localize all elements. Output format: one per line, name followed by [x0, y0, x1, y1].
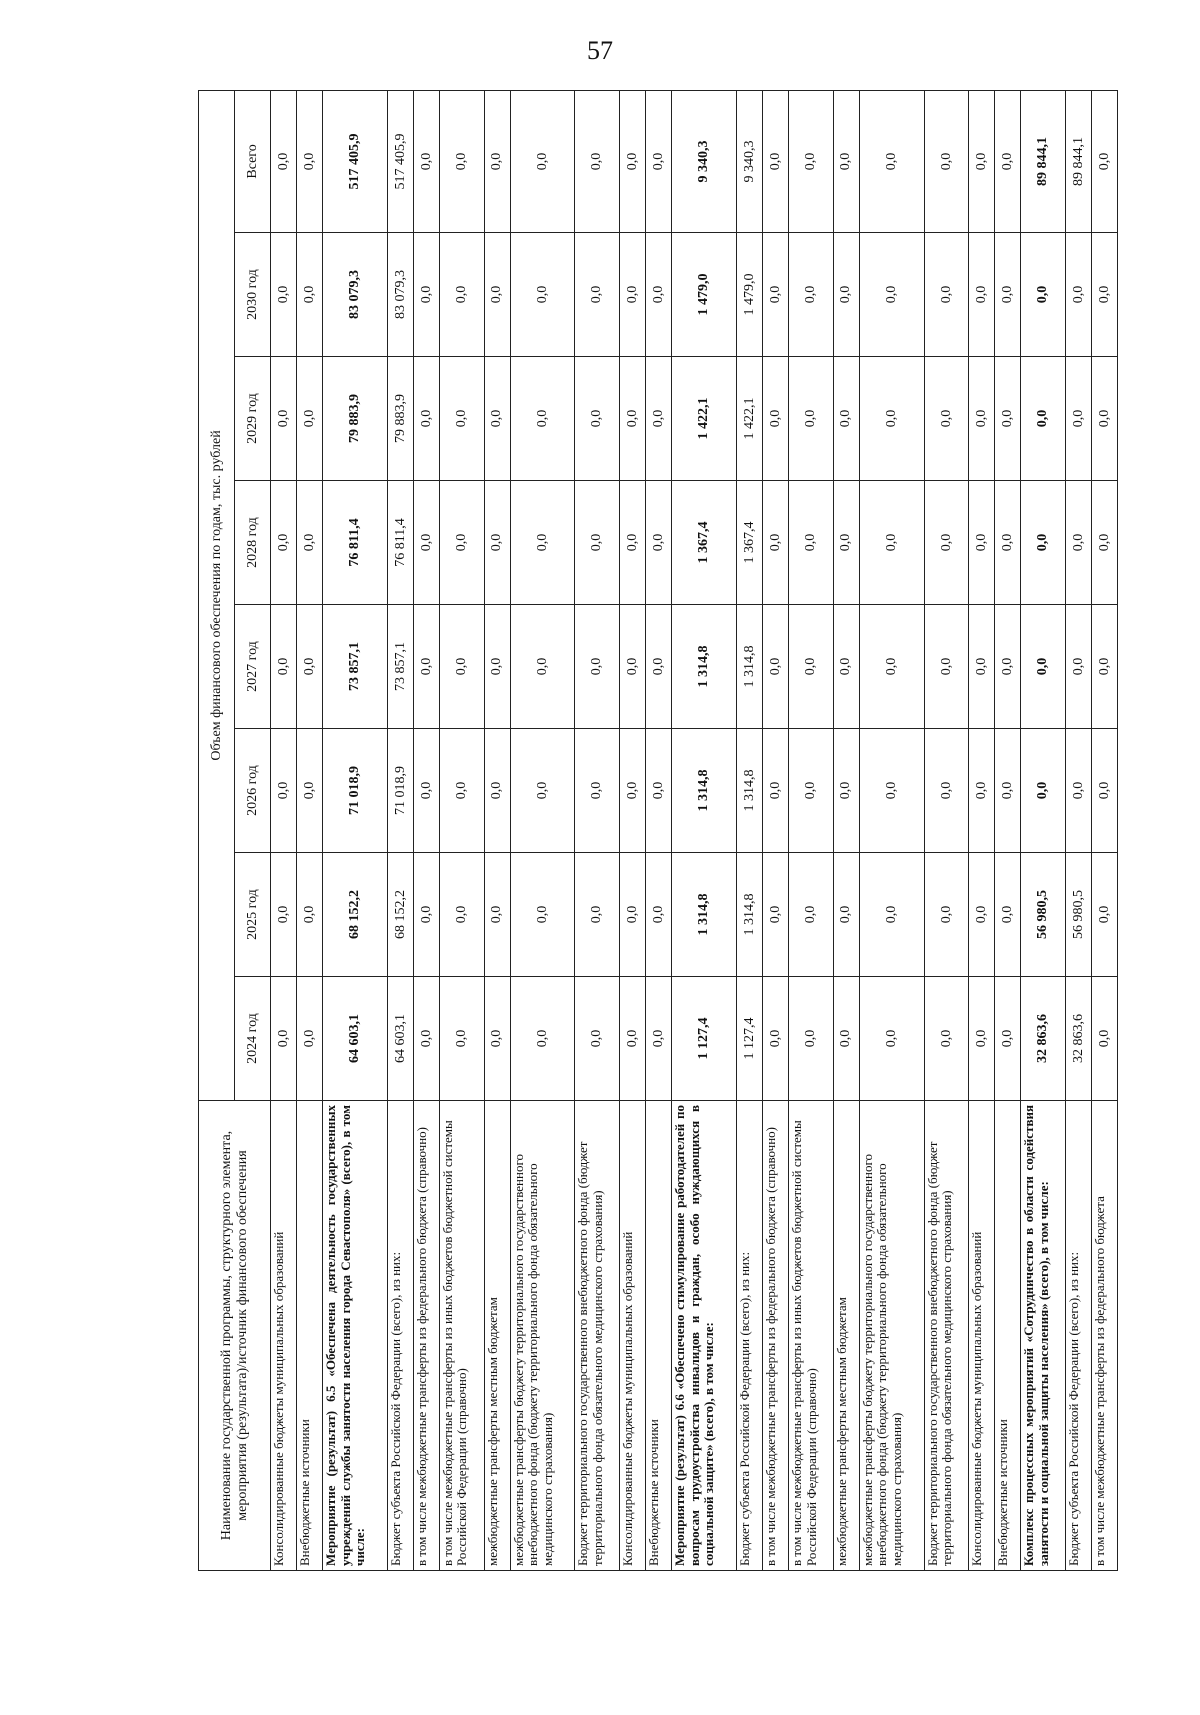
value-cell: 0,0 — [620, 977, 646, 1101]
funding-table — [198, 90, 1118, 1571]
value-cell: 0,0 — [271, 853, 297, 977]
value-cell: 0,0 — [620, 481, 646, 605]
value-cell: 0,0 — [575, 357, 620, 481]
value-cell: 0,0 — [510, 357, 575, 481]
value-cell: 0,0 — [296, 357, 322, 481]
value-cell: 0,0 — [575, 853, 620, 977]
value-cell: 0,0 — [859, 357, 924, 481]
value-cell: 0,0 — [646, 481, 672, 605]
value-cell: 0,0 — [924, 233, 969, 357]
value-cell: 0,0 — [995, 977, 1021, 1101]
value-cell: 0,0 — [296, 605, 322, 729]
value-cell: 0,0 — [1091, 977, 1117, 1101]
value-cell: 0,0 — [995, 729, 1021, 853]
value-cell: 0,0 — [969, 481, 995, 605]
header-name-cell: Наименование государственной программы, структурного элемента, мероприятия (результата)/источник финансового обеспечения — [199, 1101, 271, 1571]
value-cell: 0,0 — [271, 729, 297, 853]
value-cell: 0,0 — [620, 853, 646, 977]
row-name-cell: Мероприятие (результат) 6.5 «Обеспечена деятельность государственных учреждений службы занятости населения города Севастополя» (всего), в том числе: — [322, 1101, 387, 1571]
value-cell: 0,0 — [510, 853, 575, 977]
table-row — [859, 90, 924, 1570]
table-row — [510, 90, 575, 1570]
value-cell: 517 405,9 — [387, 90, 413, 232]
rotated-table-container — [198, 91, 1118, 1571]
value-cell: 0,0 — [859, 853, 924, 977]
value-cell: 0,0 — [439, 90, 484, 232]
table-row — [995, 90, 1021, 1570]
table-row — [672, 90, 737, 1570]
value-cell: 0,0 — [510, 233, 575, 357]
value-cell: 0,0 — [788, 605, 833, 729]
row-name-cell: Внебюджетные источники — [995, 1101, 1021, 1571]
row-name-cell: в том числе межбюджетные трансферты из иных бюджетов бюджетной системы Российской Федерации (справочно) — [439, 1101, 484, 1571]
value-cell: 0,0 — [413, 481, 439, 605]
value-cell: 0,0 — [439, 481, 484, 605]
table-row — [924, 90, 969, 1570]
value-cell: 0,0 — [1021, 357, 1066, 481]
value-cell: 0,0 — [620, 357, 646, 481]
value-cell: 0,0 — [1091, 90, 1117, 232]
value-cell: 1 422,1 — [737, 357, 763, 481]
value-cell: 0,0 — [484, 729, 510, 853]
value-cell: 0,0 — [439, 605, 484, 729]
table-row — [322, 90, 387, 1570]
year-header-cell: 2030 год — [235, 233, 271, 357]
value-cell: 64 603,1 — [387, 977, 413, 1101]
table-row — [484, 90, 510, 1570]
value-cell: 0,0 — [575, 481, 620, 605]
year-header-cell: 2027 год — [235, 605, 271, 729]
value-cell: 1 314,8 — [737, 853, 763, 977]
row-name-cell: Бюджет субъекта Российской Федерации (всего), из них: — [1065, 1101, 1091, 1571]
value-cell: 0,0 — [439, 233, 484, 357]
value-cell: 0,0 — [1065, 481, 1091, 605]
table-row — [1065, 90, 1091, 1570]
header-group-cell: Объем финансового обеспечения по годам, тыс. рублей — [199, 90, 235, 1100]
table-row — [413, 90, 439, 1570]
value-cell: 0,0 — [1091, 853, 1117, 977]
value-cell: 0,0 — [413, 977, 439, 1101]
value-cell: 0,0 — [510, 605, 575, 729]
value-cell: 0,0 — [1065, 605, 1091, 729]
table-row — [387, 90, 413, 1570]
row-name-cell: в том числе межбюджетные трансферты из федерального бюджета (справочно) — [413, 1101, 439, 1571]
value-cell: 64 603,1 — [322, 977, 387, 1101]
value-cell: 0,0 — [833, 853, 859, 977]
value-cell: 0,0 — [413, 729, 439, 853]
value-cell: 0,0 — [1065, 729, 1091, 853]
value-cell: 73 857,1 — [387, 605, 413, 729]
value-cell: 0,0 — [969, 90, 995, 232]
value-cell: 1 127,4 — [737, 977, 763, 1101]
row-name-cell: в том числе межбюджетные трансферты из иных бюджетов бюджетной системы Российской Федерации (справочно) — [788, 1101, 833, 1571]
table-row — [296, 90, 322, 1570]
value-cell: 1 314,8 — [737, 729, 763, 853]
value-cell: 0,0 — [271, 605, 297, 729]
row-name-cell: Бюджет субъекта Российской Федерации (всего), из них: — [387, 1101, 413, 1571]
value-cell: 68 152,2 — [322, 853, 387, 977]
value-cell: 83 079,3 — [322, 233, 387, 357]
value-cell: 0,0 — [484, 605, 510, 729]
value-cell: 0,0 — [510, 90, 575, 232]
value-cell: 0,0 — [788, 729, 833, 853]
value-cell: 0,0 — [969, 605, 995, 729]
value-cell: 0,0 — [271, 977, 297, 1101]
value-cell: 0,0 — [484, 357, 510, 481]
value-cell: 0,0 — [271, 357, 297, 481]
value-cell: 0,0 — [924, 605, 969, 729]
value-cell: 0,0 — [575, 977, 620, 1101]
table-row — [762, 90, 788, 1570]
value-cell: 0,0 — [413, 605, 439, 729]
value-cell: 32 863,6 — [1021, 977, 1066, 1101]
value-cell: 32 863,6 — [1065, 977, 1091, 1101]
row-name-cell: межбюджетные трансферты местным бюджетам — [484, 1101, 510, 1571]
value-cell: 0,0 — [271, 90, 297, 232]
value-cell: 0,0 — [859, 729, 924, 853]
value-cell: 0,0 — [762, 357, 788, 481]
value-cell: 0,0 — [296, 729, 322, 853]
value-cell: 0,0 — [646, 729, 672, 853]
value-cell: 0,0 — [1091, 605, 1117, 729]
value-cell: 83 079,3 — [387, 233, 413, 357]
value-cell: 0,0 — [646, 605, 672, 729]
value-cell: 0,0 — [1021, 481, 1066, 605]
value-cell: 0,0 — [575, 605, 620, 729]
value-cell: 0,0 — [995, 481, 1021, 605]
value-cell: 1 479,0 — [672, 233, 737, 357]
table-row — [737, 90, 763, 1570]
value-cell: 0,0 — [296, 481, 322, 605]
value-cell: 0,0 — [439, 729, 484, 853]
value-cell: 71 018,9 — [387, 729, 413, 853]
table-row — [1021, 90, 1066, 1570]
value-cell: 0,0 — [510, 977, 575, 1101]
table-row — [271, 90, 297, 1570]
value-cell: 1 422,1 — [672, 357, 737, 481]
value-cell: 0,0 — [413, 90, 439, 232]
value-cell: 1 314,8 — [737, 605, 763, 729]
value-cell: 0,0 — [859, 977, 924, 1101]
value-cell: 0,0 — [646, 357, 672, 481]
value-cell: 68 152,2 — [387, 853, 413, 977]
value-cell: 0,0 — [995, 233, 1021, 357]
value-cell: 0,0 — [646, 977, 672, 1101]
value-cell: 0,0 — [575, 729, 620, 853]
row-name-cell: Комплекс процессных мероприятий «Сотрудничество в области содействия занятости и социальной защиты населения» (всего), в том числе: — [1021, 1101, 1066, 1571]
value-cell: 0,0 — [859, 233, 924, 357]
value-cell: 0,0 — [620, 605, 646, 729]
value-cell: 89 844,1 — [1065, 90, 1091, 232]
row-name-cell: Внебюджетные источники — [296, 1101, 322, 1571]
value-cell: 0,0 — [296, 90, 322, 232]
value-cell: 0,0 — [995, 605, 1021, 729]
value-cell: 0,0 — [646, 853, 672, 977]
value-cell: 0,0 — [833, 233, 859, 357]
value-cell: 0,0 — [762, 233, 788, 357]
value-cell: 0,0 — [762, 853, 788, 977]
value-cell: 0,0 — [1065, 233, 1091, 357]
value-cell: 0,0 — [510, 481, 575, 605]
value-cell: 1 367,4 — [672, 481, 737, 605]
value-cell: 0,0 — [620, 729, 646, 853]
value-cell: 1 479,0 — [737, 233, 763, 357]
value-cell: 0,0 — [969, 357, 995, 481]
value-cell: 0,0 — [1065, 357, 1091, 481]
value-cell: 0,0 — [646, 90, 672, 232]
value-cell: 0,0 — [995, 853, 1021, 977]
row-name-cell: Консолидированные бюджеты муниципальных образований — [969, 1101, 995, 1571]
value-cell: 0,0 — [833, 605, 859, 729]
value-cell: 0,0 — [924, 977, 969, 1101]
year-header-cell: 2028 год — [235, 481, 271, 605]
value-cell: 0,0 — [788, 357, 833, 481]
value-cell: 1 314,8 — [672, 605, 737, 729]
value-cell: 0,0 — [788, 977, 833, 1101]
value-cell: 0,0 — [924, 357, 969, 481]
table-row — [439, 90, 484, 1570]
year-header-cell: 2026 год — [235, 729, 271, 853]
value-cell: 0,0 — [924, 90, 969, 232]
value-cell: 79 883,9 — [387, 357, 413, 481]
value-cell: 0,0 — [296, 853, 322, 977]
value-cell: 0,0 — [924, 853, 969, 977]
table-row — [1091, 90, 1117, 1570]
value-cell: 0,0 — [439, 357, 484, 481]
value-cell: 0,0 — [833, 90, 859, 232]
value-cell: 0,0 — [924, 481, 969, 605]
value-cell: 0,0 — [833, 729, 859, 853]
value-cell: 0,0 — [833, 977, 859, 1101]
table-row — [646, 90, 672, 1570]
value-cell: 0,0 — [413, 233, 439, 357]
year-header-cell: Всего — [235, 90, 271, 232]
value-cell: 0,0 — [995, 90, 1021, 232]
value-cell: 0,0 — [788, 233, 833, 357]
value-cell: 0,0 — [924, 729, 969, 853]
value-cell: 0,0 — [859, 481, 924, 605]
value-cell: 0,0 — [296, 233, 322, 357]
value-cell: 9 340,3 — [672, 90, 737, 232]
row-name-cell: межбюджетные трансферты бюджету территориального государственного внебюджетного фонда (бюджету территориального фонда обязательного медицинского страхования) — [859, 1101, 924, 1571]
value-cell: 0,0 — [859, 90, 924, 232]
table-row — [833, 90, 859, 1570]
value-cell: 0,0 — [413, 853, 439, 977]
value-cell: 9 340,3 — [737, 90, 763, 232]
row-name-cell: межбюджетные трансферты бюджету территориального государственного внебюджетного фонда (бюджету территориального фонда обязательного медицинского страхования) — [510, 1101, 575, 1571]
table-row — [620, 90, 646, 1570]
value-cell: 73 857,1 — [322, 605, 387, 729]
value-cell: 0,0 — [1021, 605, 1066, 729]
value-cell: 71 018,9 — [322, 729, 387, 853]
value-cell: 0,0 — [833, 357, 859, 481]
value-cell: 0,0 — [969, 977, 995, 1101]
value-cell: 56 980,5 — [1021, 853, 1066, 977]
value-cell: 0,0 — [969, 853, 995, 977]
row-name-cell: в том числе межбюджетные трансферты из федерального бюджета — [1091, 1101, 1117, 1571]
value-cell: 0,0 — [762, 90, 788, 232]
value-cell: 76 811,4 — [322, 481, 387, 605]
row-name-cell: Мероприятие (результат) 6.6 «Обеспечено стимулирование работодателей по вопросам трудоустройства инвалидов и граждан, особо нуждающихся в социальной защите» (всего), в том числе: — [672, 1101, 737, 1571]
table-row — [788, 90, 833, 1570]
row-name-cell: межбюджетные трансферты местным бюджетам — [833, 1101, 859, 1571]
row-name-cell: в том числе межбюджетные трансферты из федерального бюджета (справочно) — [762, 1101, 788, 1571]
year-header-cell: 2029 год — [235, 357, 271, 481]
year-header-cell: 2024 год — [235, 977, 271, 1101]
value-cell: 0,0 — [646, 233, 672, 357]
value-cell: 79 883,9 — [322, 357, 387, 481]
value-cell: 517 405,9 — [322, 90, 387, 232]
value-cell: 0,0 — [484, 233, 510, 357]
value-cell: 0,0 — [762, 605, 788, 729]
row-name-cell: Консолидированные бюджеты муниципальных образований — [271, 1101, 297, 1571]
value-cell: 0,0 — [1091, 233, 1117, 357]
value-cell: 0,0 — [620, 90, 646, 232]
value-cell: 0,0 — [762, 481, 788, 605]
table-body — [271, 90, 1118, 1570]
row-name-cell: Бюджет территориального государственного внебюджетного фонда (бюджет территориального фонда обязательного медицинского страхования) — [575, 1101, 620, 1571]
value-cell: 0,0 — [484, 977, 510, 1101]
value-cell: 1 367,4 — [737, 481, 763, 605]
value-cell: 0,0 — [439, 977, 484, 1101]
value-cell: 0,0 — [620, 233, 646, 357]
value-cell: 0,0 — [995, 357, 1021, 481]
row-name-cell: Консолидированные бюджеты муниципальных образований — [620, 1101, 646, 1571]
value-cell: 0,0 — [1021, 233, 1066, 357]
table-row — [575, 90, 620, 1570]
value-cell: 0,0 — [969, 233, 995, 357]
value-cell: 0,0 — [969, 729, 995, 853]
value-cell: 0,0 — [484, 853, 510, 977]
value-cell: 76 811,4 — [387, 481, 413, 605]
value-cell: 0,0 — [762, 729, 788, 853]
value-cell: 0,0 — [859, 605, 924, 729]
table-row — [969, 90, 995, 1570]
value-cell: 0,0 — [1091, 481, 1117, 605]
year-header-cell: 2025 год — [235, 853, 271, 977]
value-cell: 0,0 — [1091, 729, 1117, 853]
row-name-cell: Внебюджетные источники — [646, 1101, 672, 1571]
row-name-cell: Бюджет субъекта Российской Федерации (всего), из них: — [737, 1101, 763, 1571]
value-cell: 1 314,8 — [672, 729, 737, 853]
page-number: 57 — [587, 36, 613, 65]
value-cell: 0,0 — [1091, 357, 1117, 481]
value-cell: 0,0 — [484, 481, 510, 605]
table-header — [199, 90, 271, 1570]
value-cell: 56 980,5 — [1065, 853, 1091, 977]
value-cell: 1 127,4 — [672, 977, 737, 1101]
value-cell: 0,0 — [296, 977, 322, 1101]
value-cell: 89 844,1 — [1021, 90, 1066, 232]
value-cell: 0,0 — [833, 481, 859, 605]
value-cell: 0,0 — [788, 481, 833, 605]
value-cell: 0,0 — [788, 853, 833, 977]
value-cell: 0,0 — [484, 90, 510, 232]
value-cell: 0,0 — [1021, 729, 1066, 853]
value-cell: 0,0 — [575, 233, 620, 357]
value-cell: 0,0 — [762, 977, 788, 1101]
value-cell: 0,0 — [439, 853, 484, 977]
value-cell: 0,0 — [413, 357, 439, 481]
row-name-cell: Бюджет территориального государственного внебюджетного фонда (бюджет территориального фонда обязательного медицинского страхования) — [924, 1101, 969, 1571]
value-cell: 0,0 — [510, 729, 575, 853]
value-cell: 0,0 — [788, 90, 833, 232]
value-cell: 0,0 — [575, 90, 620, 232]
value-cell: 1 314,8 — [672, 853, 737, 977]
value-cell: 0,0 — [271, 233, 297, 357]
value-cell: 0,0 — [271, 481, 297, 605]
